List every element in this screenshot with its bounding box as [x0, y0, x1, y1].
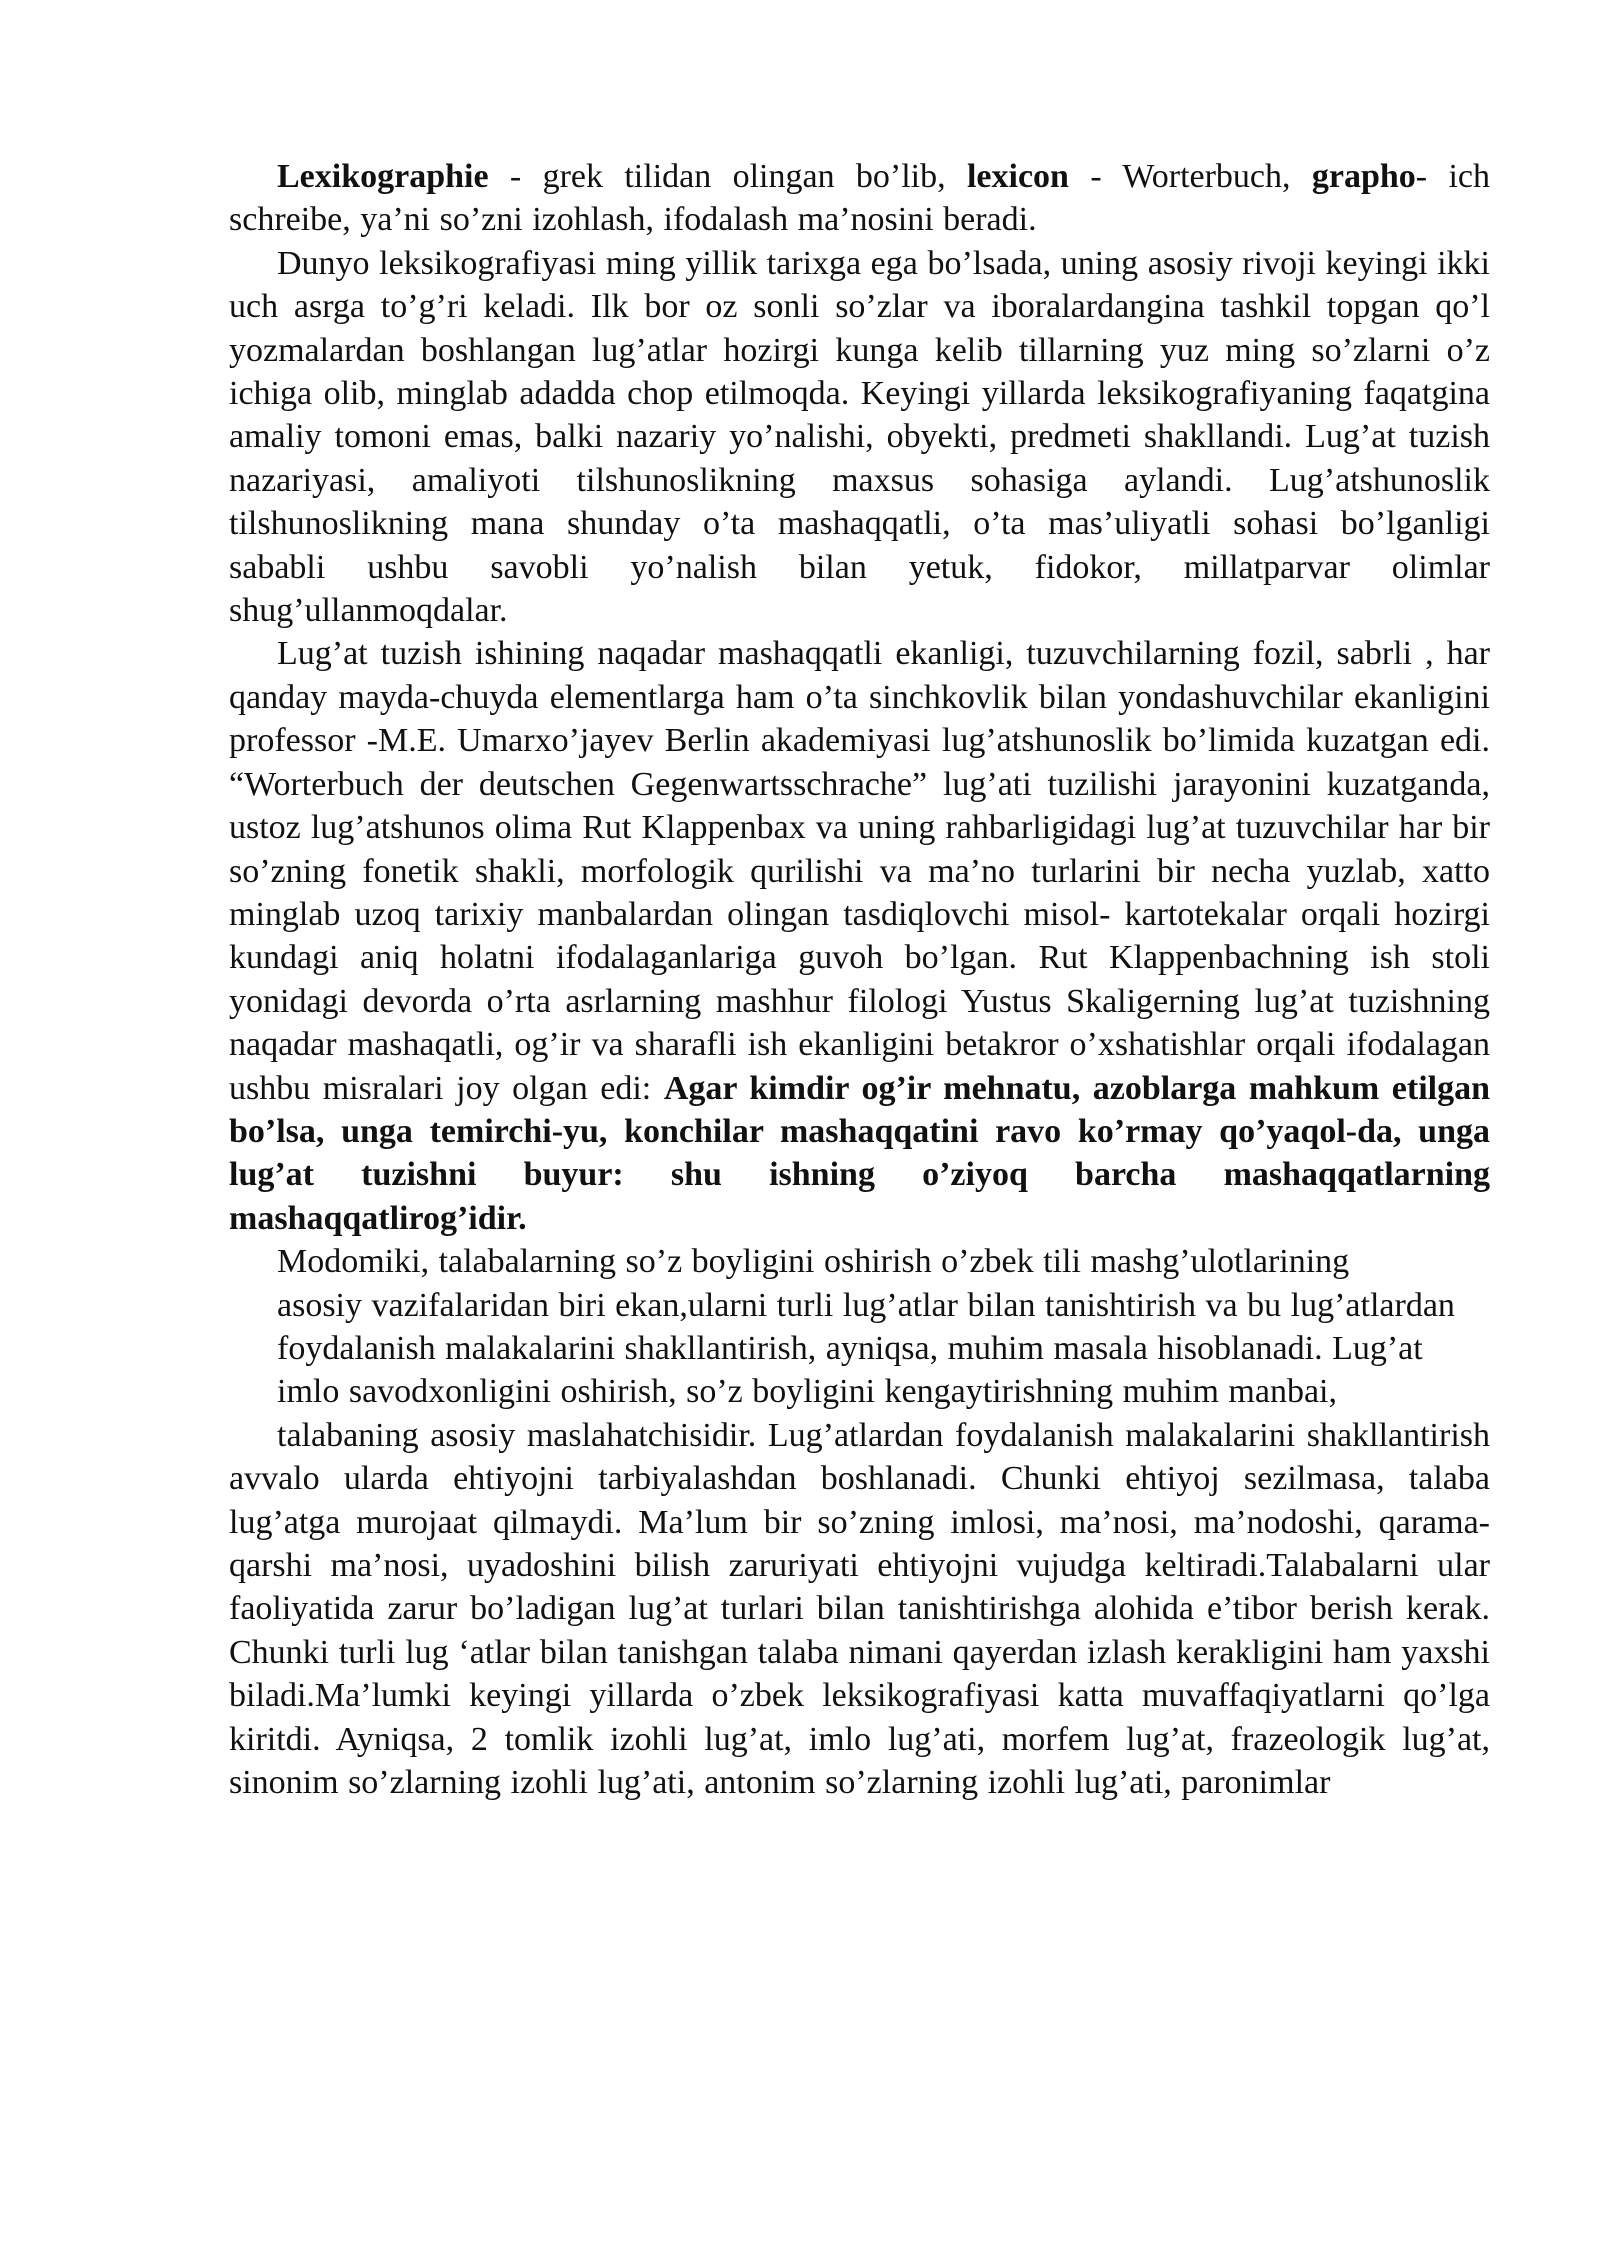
paragraph-dunyo — [229, 242, 1490, 633]
paragraph-lugat-tuzish — [229, 632, 1490, 1240]
paragraph-text: - grek tilidan olingan bo’lib, — [488, 158, 967, 195]
paragraph-text: - ich schreibe, ya’ni so’zni izohlash, ifodalash ma’nosini beradi. — [229, 158, 1491, 239]
paragraph-imlo — [229, 1370, 1490, 1413]
quote-skaliger: Agar kimdir og’ir mehnatu, azoblarga mahkum etilgan bo’lsa, unga temirchi-yu, konchilar mashaqqatini ravo ko’rmay qo’yaqol-da, unga lug’at tuzishni buyur: shu ishning o’ziyoq barcha mashaqqatlarning mashaqqatlirog’idir. — [229, 1069, 1490, 1237]
paragraph-foydalanish — [229, 1327, 1490, 1370]
paragraph-text: asosiy vazifalaridan biri ekan,ularni turli lug’atlar bilan tanishtirish va bu lug’atlardan — [277, 1286, 1455, 1324]
paragraph-text: Lug’at tuzish ishining naqadar mashaqqatli ekanligi, tuzuvchilarning fozil, sabrli , har qanday mayda-chuyda elementlarga ham o’ta sinchkovlik bilan yondashuvchilar ekanligini professor -M.E. Umarxo’jayev Berlin akademiyasi lug’atshunoslik bo’limida kuzatgan edi. “Worterbuch der deutschen Gegenwartsschrache” lug’ati tuzilishi jarayonini kuzatganda, ustoz lug’atshunos olima Rut Klappenbax va uning rahbarligidagi lug’at tuzuvchilar har bir so’zning fonetik shakli, morfologik qurilishi va ma’no turlarini bir necha yuzlab, xatto minglab uzoq tarixiy manbalardan olingan tasdiqlovchi misol- kartotekalar orqali hozirgi kundagi aniq holatni ifodalaganlariga guvoh bo’lgan. Rut Klappenbachning ish stoli yonidagi devorda o’rta asrlarning mashhur filologi Yustus Skaligerning lug’at tuzishning naqadar mashaqatli, og’ir va sharafli ish ekanligini betakror o’xshatishlar orqali ifodalagan ushbu misralari joy olgan edi: — [229, 635, 1490, 1107]
term-lexikographie: Lexikographie — [277, 158, 489, 195]
paragraph-text: Dunyo leksikografiyasi ming yillik tarixga ega bo’lsada, uning asosiy rivoji keyingi ikki uch asrga to’g’ri keladi. Ilk bor oz sonli so’zlar va iboralardangina tashkil topgan qo’l yozmalardan boshlangan lug’atlar hozirgi kunga kelib tillarning yuz ming so’zlarni o’z ichiga olib, minglab adadda chop etilmoqda. Keyingi yillarda leksikografiyaning faqatgina amaliy tomoni emas, balki nazariy yo’nalishi, obyekti, predmeti shakllandi. Lug’at tuzish nazariyasi, amaliyoti tilshunoslikning maxsus sohasiga aylandi. Lug’atshunoslik tilshunoslikning mana shunday o’ta mashaqqatli, o’ta mas’uliyatli sohasi bo’lganligi sababli ushbu savobli yo’nalish bilan yetuk, fidokor, millatparvar olimlar shug’ullanmoqdalar. — [229, 244, 1490, 630]
paragraph-text: imlo savodxonligini oshirish, so’z boyligini kengaytirishning muhim manbai, — [277, 1373, 1337, 1411]
paragraph-lexikographie — [229, 155, 1490, 242]
paragraph-text: - Worterbuch, — [1068, 158, 1312, 195]
paragraph-text: talabaning asosiy maslahatchisidir. Lug’atlardan foydalanish malakalarini shakllantirish avvalo ularda ehtiyojni tarbiyalashdan boshlanadi. Chunki ehtiyoj sezilmasa, talaba lug’atga murojaat qilmaydi. Ma’lum bir so’zning imlosi, ma’nosi, ma’nodoshi, qarama-qarshi ma’nosi, uyadoshini bilish zaruriyati ehtiyojni vujudga keltiradi.Talabalarni ular faoliyatida zarur bo’ladigan lug’at turlari bilan tanishtirishga alohida e’tibor berish kerak. Chunki turli lug ‘atlar bilan tanishgan talaba nimani qayerdan izlash kerakligini ham yaxshi biladi.Ma’lumki keyingi yillarda o’zbek leksikografiyasi katta muvaffaqiyatlarni qo’lga kiritdi. Ayniqsa, 2 tomlik izohli lug’at, imlo lug’ati, morfem lug’at, frazeologik lug’at, sinonim so’zlarning izohli lug’ati, antonim so’zlarning izohli lug’ati, paronimlar — [229, 1416, 1490, 1802]
paragraph-text: Modomiki, talabalarning so’z boyligini oshirish o’zbek tili mashg’ulotlarining — [277, 1243, 1350, 1281]
term-lexicon: lexicon — [966, 158, 1069, 195]
paragraph-talabaning — [229, 1414, 1490, 1805]
term-grapho: grapho — [1311, 158, 1416, 195]
paragraph-asosiy — [229, 1284, 1490, 1327]
paragraph-text: foydalanish malakalarini shakllantirish, ayniqsa, muhim masala hisoblanadi. Lug’at — [277, 1329, 1423, 1367]
paragraph-modomiki — [229, 1240, 1490, 1283]
